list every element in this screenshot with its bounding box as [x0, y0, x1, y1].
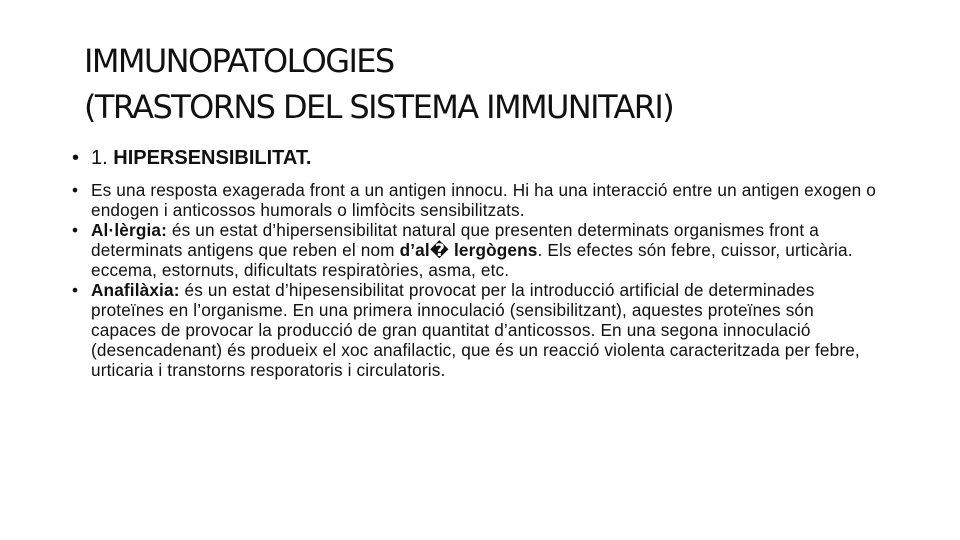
- bullet-item-allergy: [72, 220, 882, 280]
- bullet-icon: •: [72, 180, 79, 200]
- bullet-text-after: . Els efectes són febre, cuissor, urticària. eccema, estornuts, dificultats respiratòries, asma, etc.: [91, 240, 853, 280]
- slide-title: [84, 38, 924, 130]
- bullet-text: és un estat d’hipesensibilitat provocat per la introducció artificial de determinades proteïnes en l’organisme. En una primera innoculació (sensibilitzant), aquestes proteïnes són capaces de provocar la producció de gran quantitat d’anticossos. En una segona innoculació (desencadenant) és produeix el xoc anafilactic, que és un reacció violenta caracteritzada per febre, urticaria i transtorns resporatoris i circulatoris.: [91, 280, 860, 380]
- bullet-text-before: és un estat d’hipersensibilitat natural que presenten determinats organismes front a determinats antigens que reben el nom: [91, 220, 819, 260]
- bullet-item-definition: [72, 180, 882, 220]
- bullet-icon: •: [72, 220, 79, 240]
- bullet-term-allergens: d’al� lergògens: [399, 240, 538, 260]
- bullet-term-allergy: Al·lèrgia:: [91, 220, 167, 240]
- bullet-text: Es una resposta exagerada front a un antigen innocu. Hi ha una interacció entre un antigen exogen o endogen i anticossos humorals o limfòcits sensibilitzats.: [91, 180, 877, 220]
- title-line-2: (TRASTORNS DEL SISTEMA IMMUNITARI): [84, 88, 674, 126]
- section-heading: [72, 146, 311, 170]
- bullet-icon: •: [72, 280, 79, 300]
- heading-number: 1.: [91, 147, 108, 169]
- bullet-list: [72, 180, 882, 380]
- heading-text: HIPERSENSIBILITAT.: [113, 147, 312, 169]
- bullet-icon: •: [72, 147, 80, 169]
- bullet-term-anaphylaxis: Anafilàxia:: [91, 280, 180, 300]
- title-line-1: IMMUNOPATOLOGIES: [84, 42, 394, 80]
- bullet-item-anaphylaxis: [72, 280, 882, 380]
